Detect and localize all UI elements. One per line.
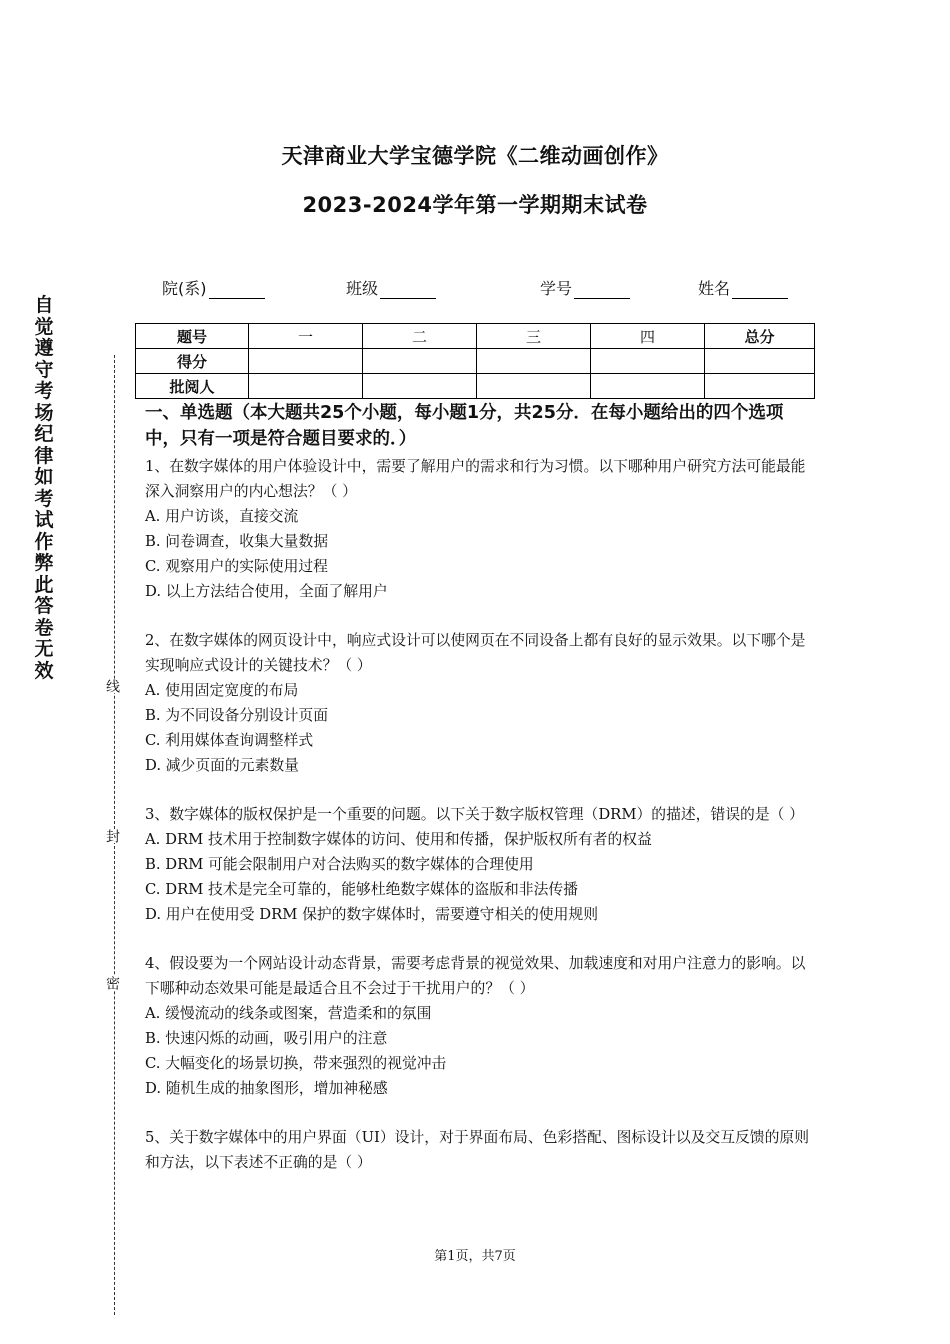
question-4 [145, 951, 813, 1125]
option-b[interactable]: B. 为不同设备分别设计页面 [145, 707, 329, 724]
section-heading: 一、单选题（本大题共25个小题，每小题1分，共25分．在每小题给出的四个选项中，只有一项是符合题目要求的．） [145, 403, 784, 449]
name-field [698, 276, 788, 299]
score-cell[interactable] [363, 349, 477, 374]
grader-cell[interactable] [591, 374, 705, 399]
option-a[interactable]: A. 缓慢流动的线条或图案，营造柔和的氛围 [145, 1005, 432, 1022]
grader-row [136, 374, 815, 399]
exam-title-line2: 2023-2024学年第一学期期末试卷 [302, 193, 648, 217]
option-b[interactable]: B. DRM 可能会限制用户对合法购买的数字媒体的合理使用 [145, 856, 534, 873]
header-cell-question-no: 题号 [136, 324, 249, 349]
page-number: 第1页，共7页 [434, 1249, 516, 1264]
question-stem: 2、在数字媒体的网页设计中，响应式设计可以使网页在不同设备上都有良好的显示效果。以下哪个是实现响应式设计的关键技术？（ ） [145, 632, 806, 674]
option-a[interactable]: A. DRM 技术用于控制数字媒体的访问、使用和传播，保护版权所有者的权益 [145, 831, 652, 848]
exam-content [145, 400, 813, 1175]
department-label: 院(系) [162, 279, 207, 298]
score-row [136, 349, 815, 374]
score-table [135, 323, 815, 399]
grader-cell[interactable] [249, 374, 363, 399]
score-cell[interactable] [477, 349, 591, 374]
header-cell-4: 四 [591, 324, 705, 349]
student-id-label: 学号 [540, 279, 573, 298]
question-1 [145, 454, 813, 628]
binding-mark-secret: 密 [104, 976, 120, 990]
score-row-label: 得分 [136, 349, 249, 374]
student-id-blank[interactable] [574, 282, 630, 299]
question-2 [145, 628, 813, 802]
department-blank[interactable] [209, 282, 265, 299]
option-b[interactable]: B. 问卷调查，收集大量数据 [145, 533, 329, 550]
option-c[interactable]: C. 观察用户的实际使用过程 [145, 558, 328, 575]
spacer [145, 778, 813, 802]
question-3 [145, 802, 813, 951]
option-c[interactable]: C. 大幅变化的场景切换，带来强烈的视觉冲击 [145, 1055, 447, 1072]
grader-cell[interactable] [363, 374, 477, 399]
question-5 [145, 1125, 813, 1175]
exam-discipline-notice: 自觉遵守考场纪律如考试作弊此答卷无效 [34, 294, 54, 682]
option-c[interactable]: C. 利用媒体查询调整样式 [145, 732, 314, 749]
student-id-field [540, 276, 630, 299]
option-a[interactable]: A. 用户访谈，直接交流 [145, 508, 299, 525]
score-cell[interactable] [705, 349, 815, 374]
header-cell-1: 一 [249, 324, 363, 349]
spacer [145, 604, 813, 628]
spacer [145, 1101, 813, 1125]
grader-cell[interactable] [477, 374, 591, 399]
grader-row-label: 批阅人 [136, 374, 249, 399]
question-stem: 3、数字媒体的版权保护是一个重要的问题。以下关于数字版权管理（DRM）的描述，错误的是（ ） [145, 806, 804, 823]
option-d[interactable]: D. 用户在使用受 DRM 保护的数字媒体时，需要遵守相关的使用规则 [145, 906, 599, 923]
option-d[interactable]: D. 随机生成的抽象图形，增加神秘感 [145, 1080, 388, 1097]
spacer [145, 927, 813, 951]
department-field [162, 276, 265, 299]
class-field [346, 276, 436, 299]
question-stem: 4、假设要为一个网站设计动态背景，需要考虑背景的视觉效果、加载速度和对用户注意力的影响。以下哪种动态效果可能是最适合且不会过于干扰用户的？（ ） [145, 955, 806, 997]
option-a[interactable]: A. 使用固定宽度的布局 [145, 682, 299, 699]
question-stem: 1、在数字媒体的用户体验设计中，需要了解用户的需求和行为习惯。以下哪种用户研究方法可能最能深入洞察用户的内心想法？（ ） [145, 458, 806, 500]
class-blank[interactable] [380, 282, 436, 299]
question-stem: 5、关于数字媒体中的用户界面（UI）设计，对于界面布局、色彩搭配、图标设计以及交互反馈的原则和方法，以下表述不正确的是（ ） [145, 1129, 809, 1171]
option-b[interactable]: B. 快速闪烁的动画，吸引用户的注意 [145, 1030, 388, 1047]
score-table-header-row [136, 324, 815, 349]
option-d[interactable]: D. 以上方法结合使用，全面了解用户 [145, 583, 388, 600]
header-cell-total: 总分 [705, 324, 815, 349]
header-cell-2: 二 [363, 324, 477, 349]
exam-title-line1: 天津商业大学宝德学院《二维动画创作》 [281, 144, 669, 168]
score-cell[interactable] [249, 349, 363, 374]
option-c[interactable]: C. DRM 技术是完全可靠的，能够杜绝数字媒体的盗版和非法传播 [145, 881, 578, 898]
grader-cell[interactable] [705, 374, 815, 399]
binding-mark-line: 线 [104, 679, 120, 693]
name-label: 姓名 [698, 279, 731, 298]
option-d[interactable]: D. 减少页面的元素数量 [145, 757, 299, 774]
name-blank[interactable] [732, 282, 788, 299]
score-cell[interactable] [591, 349, 705, 374]
binding-mark-seal: 封 [104, 829, 120, 843]
class-label: 班级 [346, 279, 379, 298]
header-cell-3: 三 [477, 324, 591, 349]
